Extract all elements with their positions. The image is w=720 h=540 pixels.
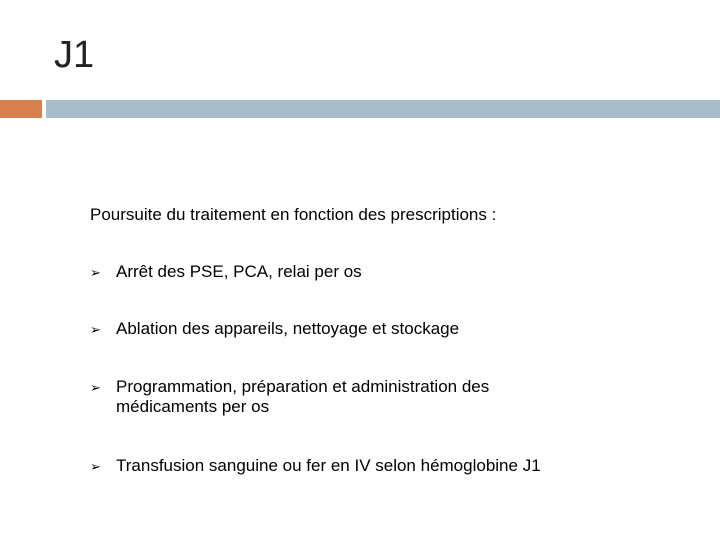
list-item xyxy=(90,377,650,417)
accent-bar-blue xyxy=(46,100,720,118)
bullet-text: Transfusion sanguine ou fer en IV selon hémoglobine J1 xyxy=(116,456,541,475)
bullet-text: Arrêt des PSE, PCA, relai per os xyxy=(116,262,362,281)
arrow-bullet-icon: ➢ xyxy=(90,459,101,474)
slide-title: J1 xyxy=(54,34,95,76)
arrow-bullet-icon: ➢ xyxy=(90,380,101,395)
list-item xyxy=(90,262,650,283)
list-item xyxy=(90,456,650,477)
accent-bar-orange xyxy=(0,100,42,118)
list-item xyxy=(90,319,650,340)
intro-text: Poursuite du traitement en fonction des prescriptions : xyxy=(90,205,497,224)
arrow-bullet-icon: ➢ xyxy=(90,265,101,280)
bullet-text: Ablation des appareils, nettoyage et stockage xyxy=(116,319,460,338)
arrow-bullet-icon: ➢ xyxy=(90,322,101,337)
bullet-text: Programmation, préparation et administration des médicaments per os xyxy=(116,377,490,416)
